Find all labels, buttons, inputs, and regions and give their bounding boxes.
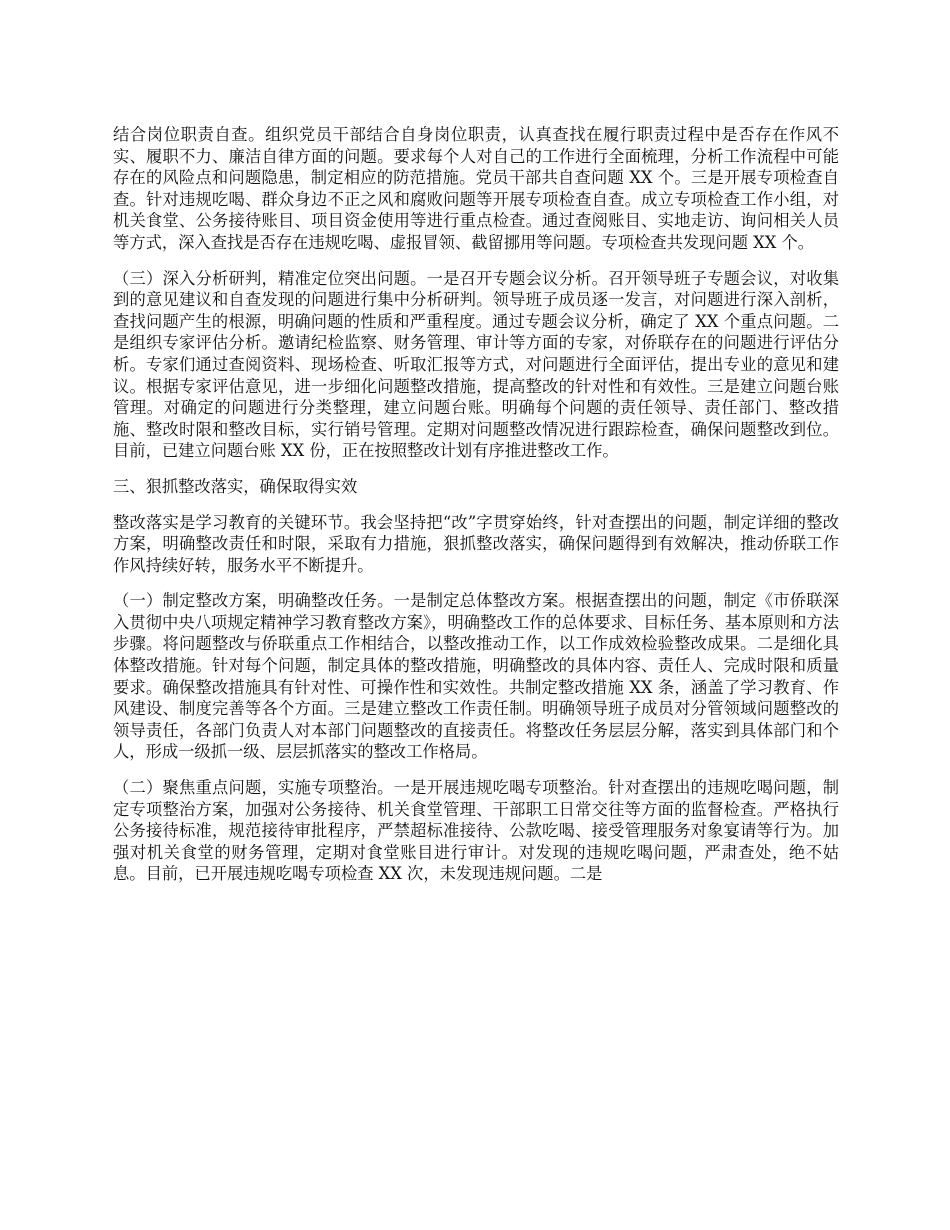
paragraph-self-inspection: 结合岗位职责自查。组织党员干部结合自身岗位职责，认真查找在履行职责过程中是否存在作风不实、履职不力、廉洁自律方面的问题。要求每个人对自己的工作进行全面梳理，分析工作流程中可能存在的风险点和问题隐患，制定相应的防范措施。党员干部共自查问题 XX 个。三是开展专项检查自查。针对违规吃喝、群众身边不正之风和腐败问题等开展专项检查自查。成立专项检查工作小组，对机关食堂、公务接待账目、项目资金使用等进行重点检查。通过查阅账目、实地走访、询问相关人员等方式，深入查找是否存在违规吃喝、虚报冒领、截留挪用等问题。专项检查共发现问题 XX 个。	[113, 125, 839, 252]
paragraph-rectification-plan: （一）制定整改方案，明确整改任务。一是制定总体整改方案。根据查摆出的问题，制定《市侨联深入贯彻中央八项规定精神学习教育整改方案》，明确整改工作的总体要求、目标任务、基本原则和方法步骤。将问题整改与侨联重点工作相结合，以整改推动工作，以工作成效检验整改成果。二是细化具体整改措施。针对每个问题，制定具体的整改措施，明确整改的具体内容、责任人、完成时限和质量要求。确保整改措施具有针对性、可操作性和实效性。共制定整改措施 XX 条，涵盖了学习教育、作风建设、制度完善等各个方面。三是建立整改工作责任制。明确领导班子成员对分管领域问题整改的领导责任，各部门负责人对本部门问题整改的直接责任。将整改任务层层分解，落实到具体部门和个人，形成一级抓一级、层层抓落实的整改工作格局。	[113, 591, 839, 762]
paragraph-rectification-intro: 整改落实是学习教育的关键环节。我会坚持把“改”字贯穿始终，针对查摆出的问题，制定详细的整改方案，明确整改责任和时限，采取有力措施，狠抓整改落实，确保问题得到有效解决，推动侨联工作作风持续好转，服务水平不断提升。	[113, 512, 839, 575]
section-heading: 三、狠抓整改落实，确保取得实效	[113, 476, 358, 496]
document-page	[113, 124, 839, 899]
paragraph-special-rectification: （二）聚焦重点问题，实施专项整治。一是开展违规吃喝专项整治。针对查摆出的违规吃喝问题，制定专项整治方案，加强对公务接待、机关食堂管理、干部职工日常交往等方面的监督检查。严格执行公务接待标准，规范接待审批程序，严禁超标准接待、公款吃喝、接受管理服务对象宴请等行为。加强对机关食堂的财务管理，定期对食堂账目进行审计。对发现的违规吃喝问题，严肃查处，绝不姑息。目前，已开展违规吃喝专项检查 XX 次，未发现违规问题。二是	[113, 778, 839, 884]
paragraph-analysis: （三）深入分析研判，精准定位突出问题。一是召开专题会议分析。召开领导班子专题会议，对收集到的意见建议和自查发现的问题进行集中分析研判。领导班子成员逐一发言，对问题进行深入剖析，查找问题产生的根源，明确问题的性质和严重程度。通过专题会议分析，确定了 XX 个重点问题。二是组织专家评估分析。邀请纪检监察、财务管理、审计等方面的专家，对侨联存在的问题进行评估分析。专家们通过查阅资料、现场检查、听取汇报等方式，对问题进行全面评估，提出专业的意见和建议。根据专家评估意见，进一步细化问题整改措施，提高整改的针对性和有效性。三是建立问题台账管理。对确定的问题进行分类整理，建立问题台账。明确每个问题的责任领导、责任部门、整改措施、整改时限和整改目标，实行销号管理。定期对问题整改情况进行跟踪检查，确保问题整改到位。目前，已建立问题台账 XX 份，正在按照整改计划有序推进整改工作。	[113, 268, 839, 461]
